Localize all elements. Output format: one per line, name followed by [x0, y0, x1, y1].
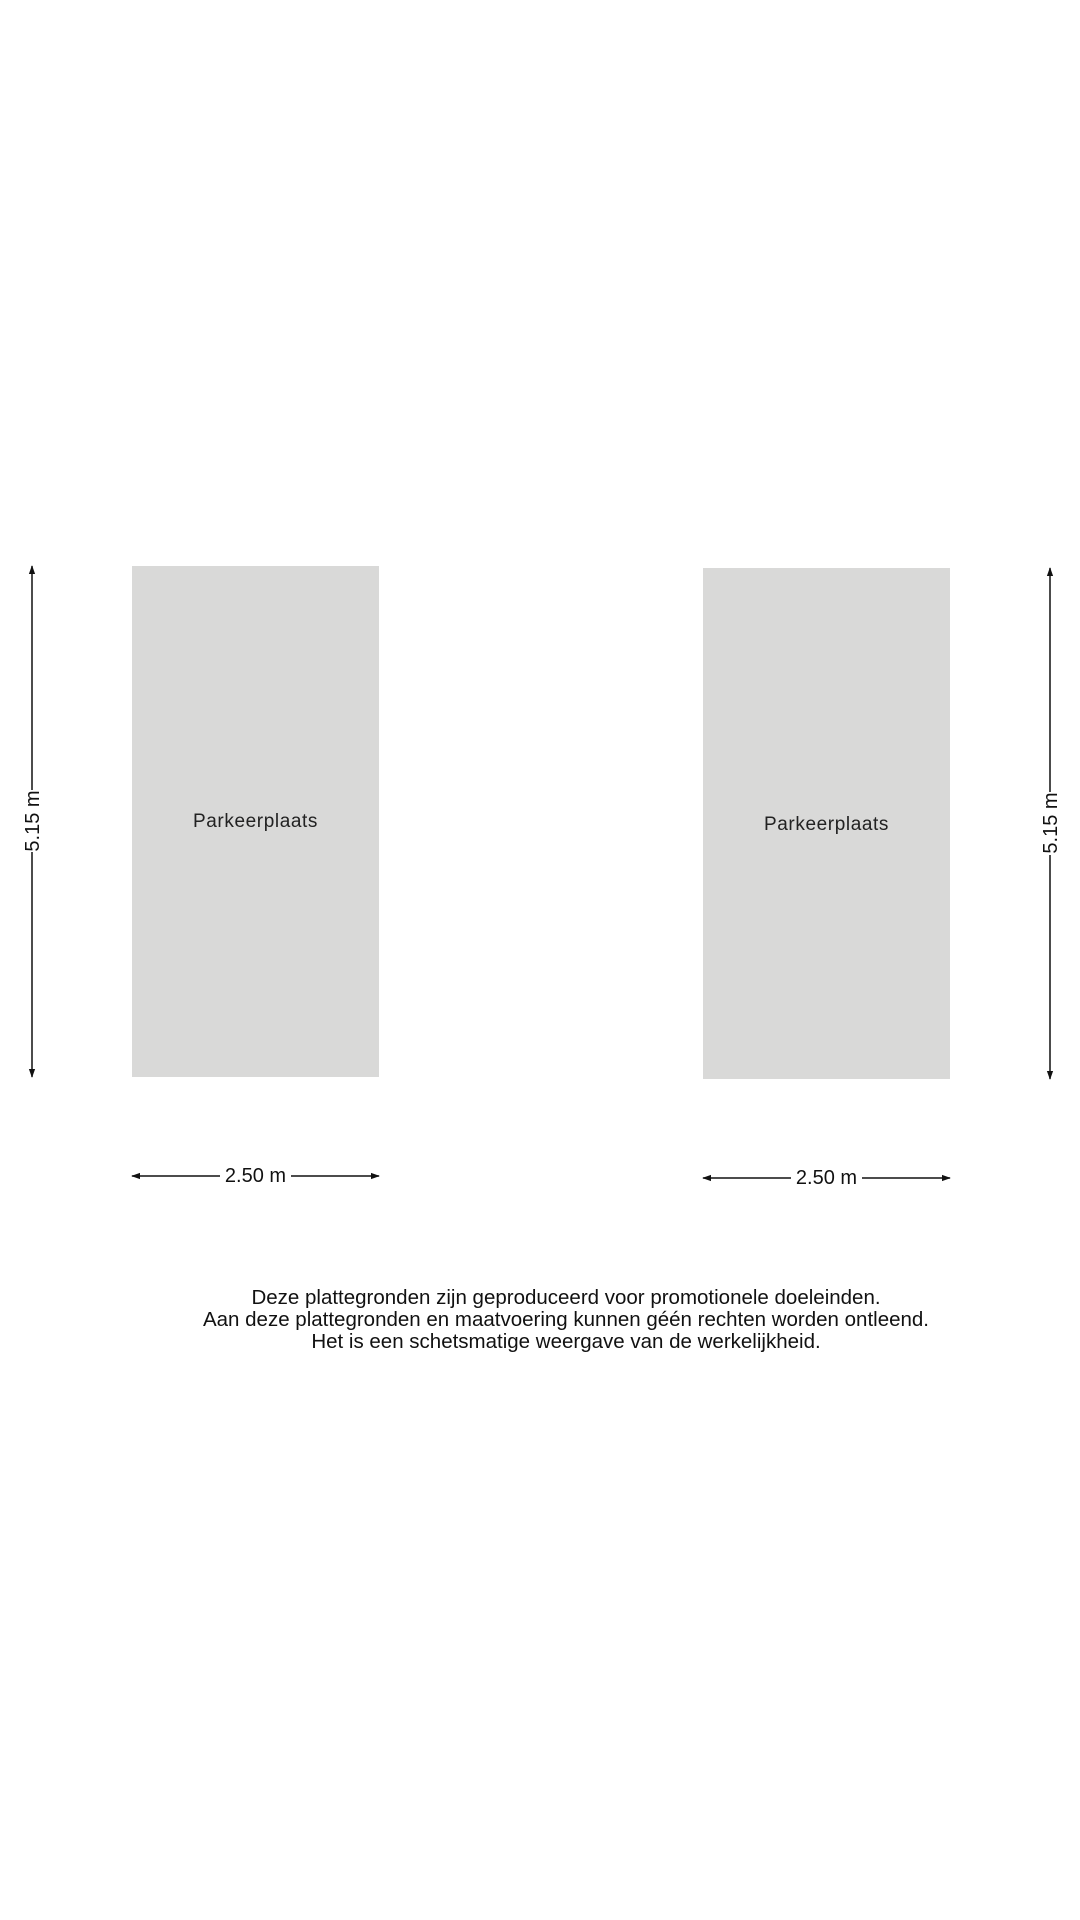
dimension-label: 5.15 m [1040, 792, 1062, 854]
disclaimer-line: Het is een schetsmatige weergave van de werkelijkheid. [311, 1330, 821, 1353]
dimension-width-left [132, 1165, 379, 1187]
parking-space-left [132, 566, 379, 1077]
dimension-label: 2.50 m [224, 1165, 287, 1187]
parking-space-right [703, 568, 950, 1079]
disclaimer-line: Aan deze plattegronden en maatvoering kunnen géén rechten worden ontleend. [202, 1308, 929, 1331]
dimension-depth-left [22, 566, 44, 1077]
dimension-depth-right [1040, 568, 1062, 1079]
room-label: Parkeerplaats [763, 814, 890, 835]
disclaimer [0, 1287, 1080, 1353]
dimension-width-right [703, 1167, 950, 1189]
room-label: Parkeerplaats [192, 811, 319, 832]
dimension-label: 2.50 m [795, 1167, 858, 1189]
dimension-label: 5.15 m [22, 790, 44, 852]
disclaimer-line: Deze plattegronden zijn geproduceerd voor promotionele doeleinden. [251, 1286, 881, 1309]
